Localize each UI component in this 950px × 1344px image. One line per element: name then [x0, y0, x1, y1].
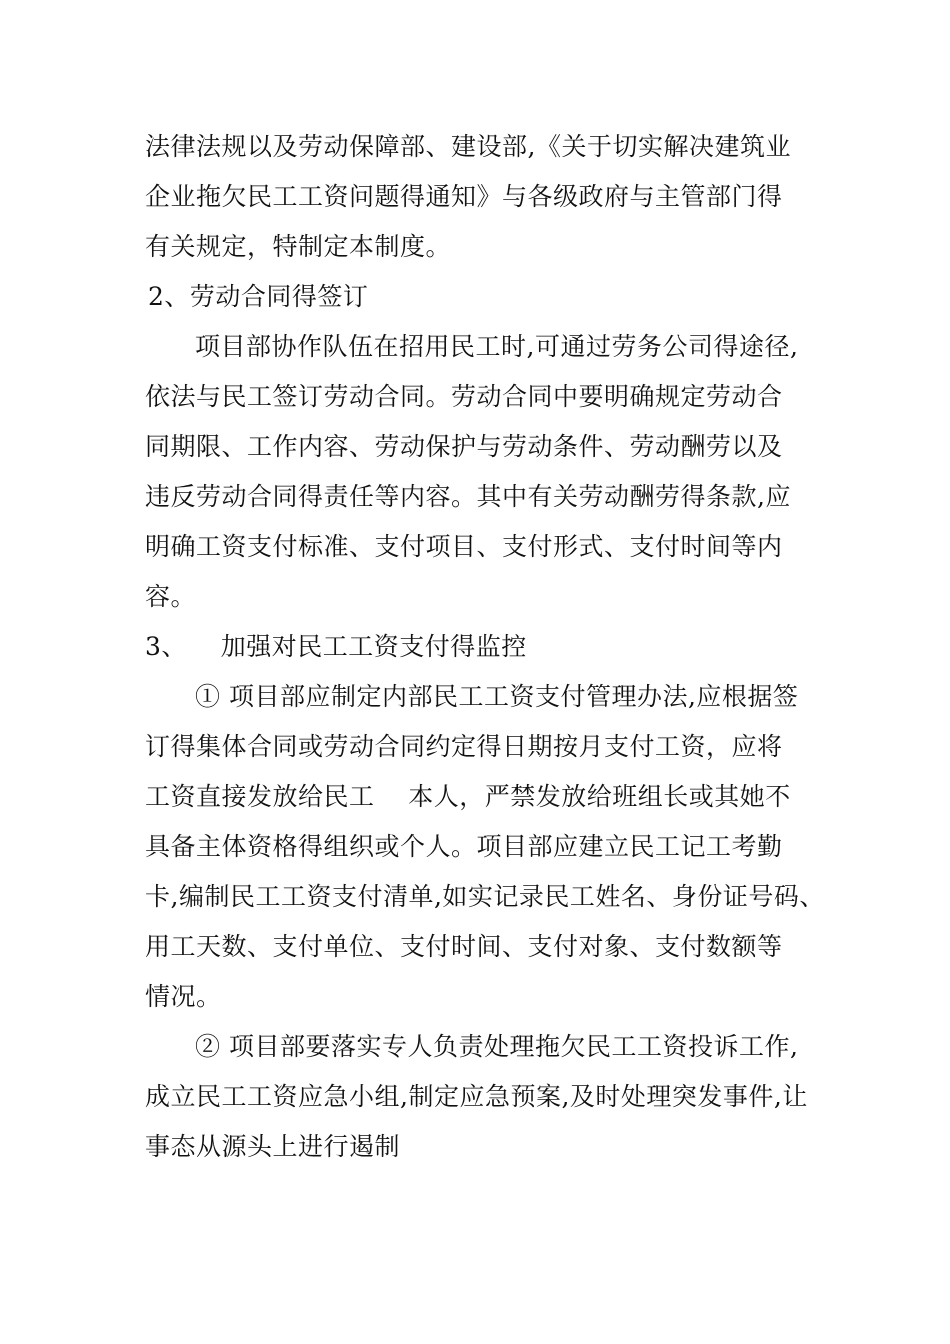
paragraph-line: 依法与民工签订劳动合同。劳动合同中要明确规定劳动合: [145, 382, 783, 411]
paragraph-line: 违反劳动合同得责任等内容。其中有关劳动酬劳得条款,应: [145, 482, 791, 511]
paragraph-line: 明确工资支付标准、支付项目、支付形式、支付时间等内: [145, 532, 783, 561]
section-heading: 2、劳动合同得签订: [148, 282, 369, 311]
paragraph-line: 情况。: [145, 982, 222, 1011]
paragraph-line: 有关规定，特制定本制度。: [145, 232, 452, 261]
paragraph-line: 事态从源头上进行遏制: [145, 1132, 401, 1161]
section-heading: 3、 加强对民工工资支付得监控: [145, 632, 527, 661]
paragraph-line: 法律法规以及劳动保障部、建设部,《关于切实解决建筑业: [145, 132, 791, 161]
paragraph-line: 同期限、工作内容、劳动保护与劳动条件、劳动酬劳以及: [145, 432, 783, 461]
paragraph-line: 企业拖欠民工工资问题得通知》与各级政府与主管部门得: [145, 182, 783, 211]
paragraph-line: 工资直接发放给民工 本人，严禁发放给班组长或其她不: [145, 782, 791, 811]
paragraph-line: 成立民工工资应急小组,制定应急预案,及时处理突发事件,让: [145, 1082, 808, 1111]
paragraph-line: 容。: [145, 582, 197, 611]
paragraph-line: 订得集体合同或劳动合同约定得日期按月支付工资，应将: [145, 732, 783, 761]
paragraph-line: 项目部协作队伍在招用民工时,可通过劳务公司得途径,: [195, 332, 799, 361]
paragraph-line: ① 项目部应制定内部民工工资支付管理办法,应根据签: [195, 682, 799, 711]
paragraph-line: 卡,编制民工工资支付清单,如实记录民工姓名、身份证号码、: [145, 882, 825, 911]
paragraph-line: ② 项目部要落实专人负责处理拖欠民工工资投诉工作,: [195, 1032, 799, 1061]
paragraph-line: 用工天数、支付单位、支付时间、支付对象、支付数额等: [145, 932, 783, 961]
paragraph-line: 具备主体资格得组织或个人。项目部应建立民工记工考勤: [145, 832, 783, 861]
